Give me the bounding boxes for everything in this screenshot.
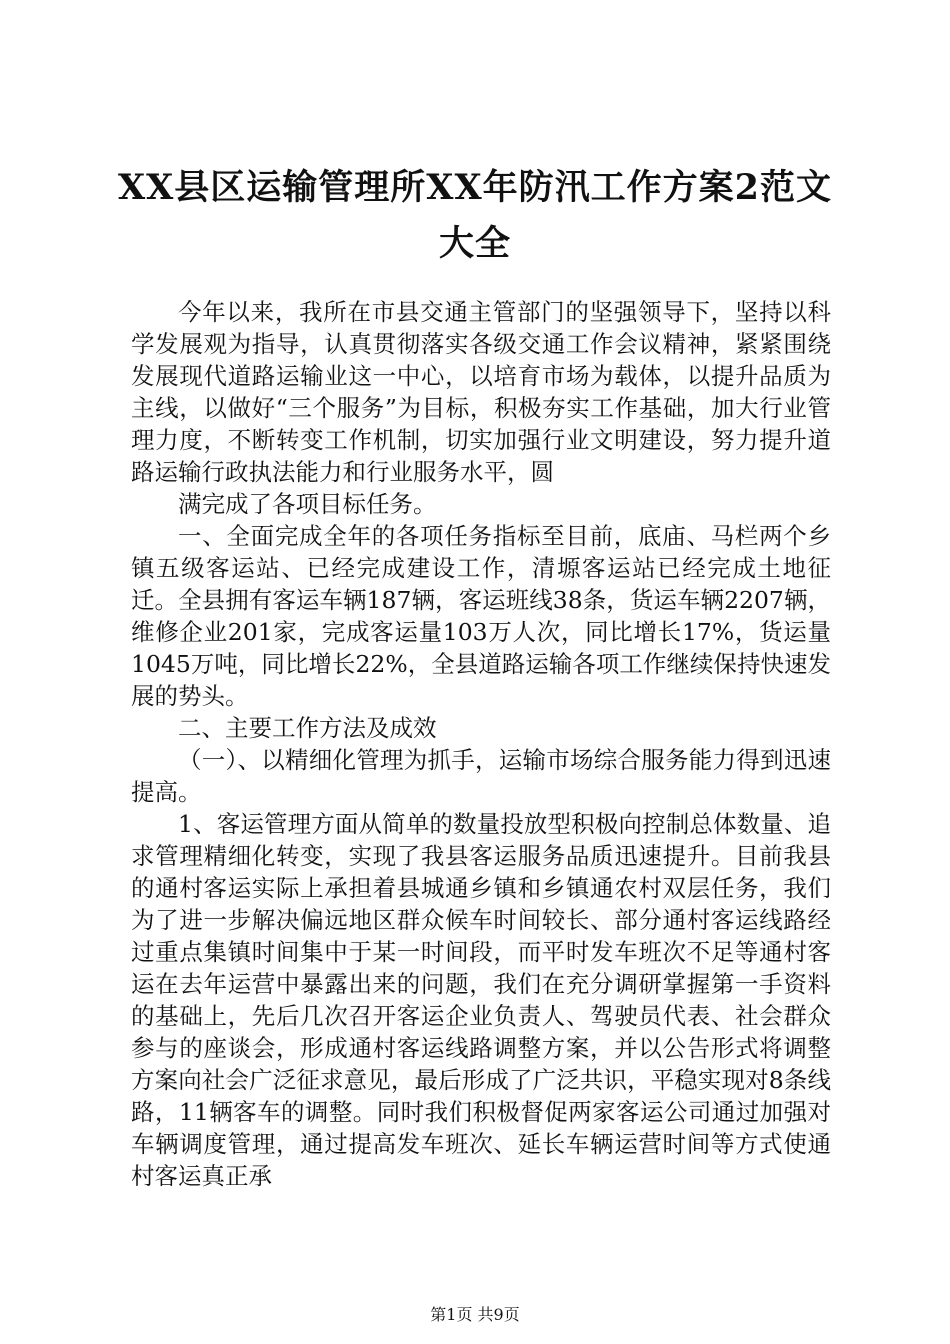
document-title	[0, 160, 950, 272]
paragraph-intro-continued: 满完成了各项目标任务。	[178, 490, 437, 518]
paragraph-item-1: 1、客运管理方面从简单的数量投放型积极向控制总体数量、追求管理精细化转变，实现了我县客运服务品质迅速提升。目前我县的通村客运实际上承担着县城通乡镇和乡镇通农村双层任务，我们为了进一步解决偏远地区群众候车时间较长、部分通村客运线路经过重点集镇时间集中于某一时间段，而平时发车班次不足等通村客运在去年运营中暴露出来的问题，我们在充分调研掌握第一手资料的基础上，先后几次召开客运企业负责人、驾驶员代表、社会群众参与的座谈会，形成通村客运线路调整方案，并以公告形式将调整方案向社会广泛征求意见，最后形成了广泛共识，平稳实现对8条线路，11辆客车的调整。同时我们积极督促两家客运公司通过加强对车辆调度管理，通过提高发车班次、延长车辆运营时间等方式使通村客运真正承	[131, 810, 831, 1190]
heading-section-2: 二、主要工作方法及成效	[178, 714, 437, 742]
title-line-2: 大全	[438, 223, 511, 264]
paragraph-intro: 今年以来，我所在市县交通主管部门的坚强领导下，坚持以科学发展观为指导，认真贯彻落实各级交通工作会议精神，紧紧围绕发展现代道路运输业这一中心，以培育市场为载体，以提升品质为主线，以做好“三个服务”为目标，积极夯实工作基础，加大行业管理力度，不断转变工作机制，切实加强行业文明建设，努力提升道路运输行政执法能力和行业服务水平，圆	[131, 298, 831, 486]
paragraph-section-1: 一、全面完成全年的各项任务指标至目前，底庙、马栏两个乡镇五级客运站、已经完成建设工作，清塬客运站已经完成土地征迁。全县拥有客运车辆187辆，客运班线38条，货运车辆2207辆，维修企业201家，完成客运量103万人次，同比增长17%，货运量1045万吨，同比增长22%，全县道路运输各项工作继续保持快速发展的势头。	[131, 522, 831, 710]
subheading-1: （一）、以精细化管理为抓手，运输市场综合服务能力得到迅速提高。	[131, 746, 831, 806]
title-line-1: XX县区运输管理所XX年防汛工作方案2范文	[118, 167, 832, 208]
page-number-footer: 第1页 共9页	[430, 1305, 520, 1324]
document-body	[131, 296, 831, 1192]
